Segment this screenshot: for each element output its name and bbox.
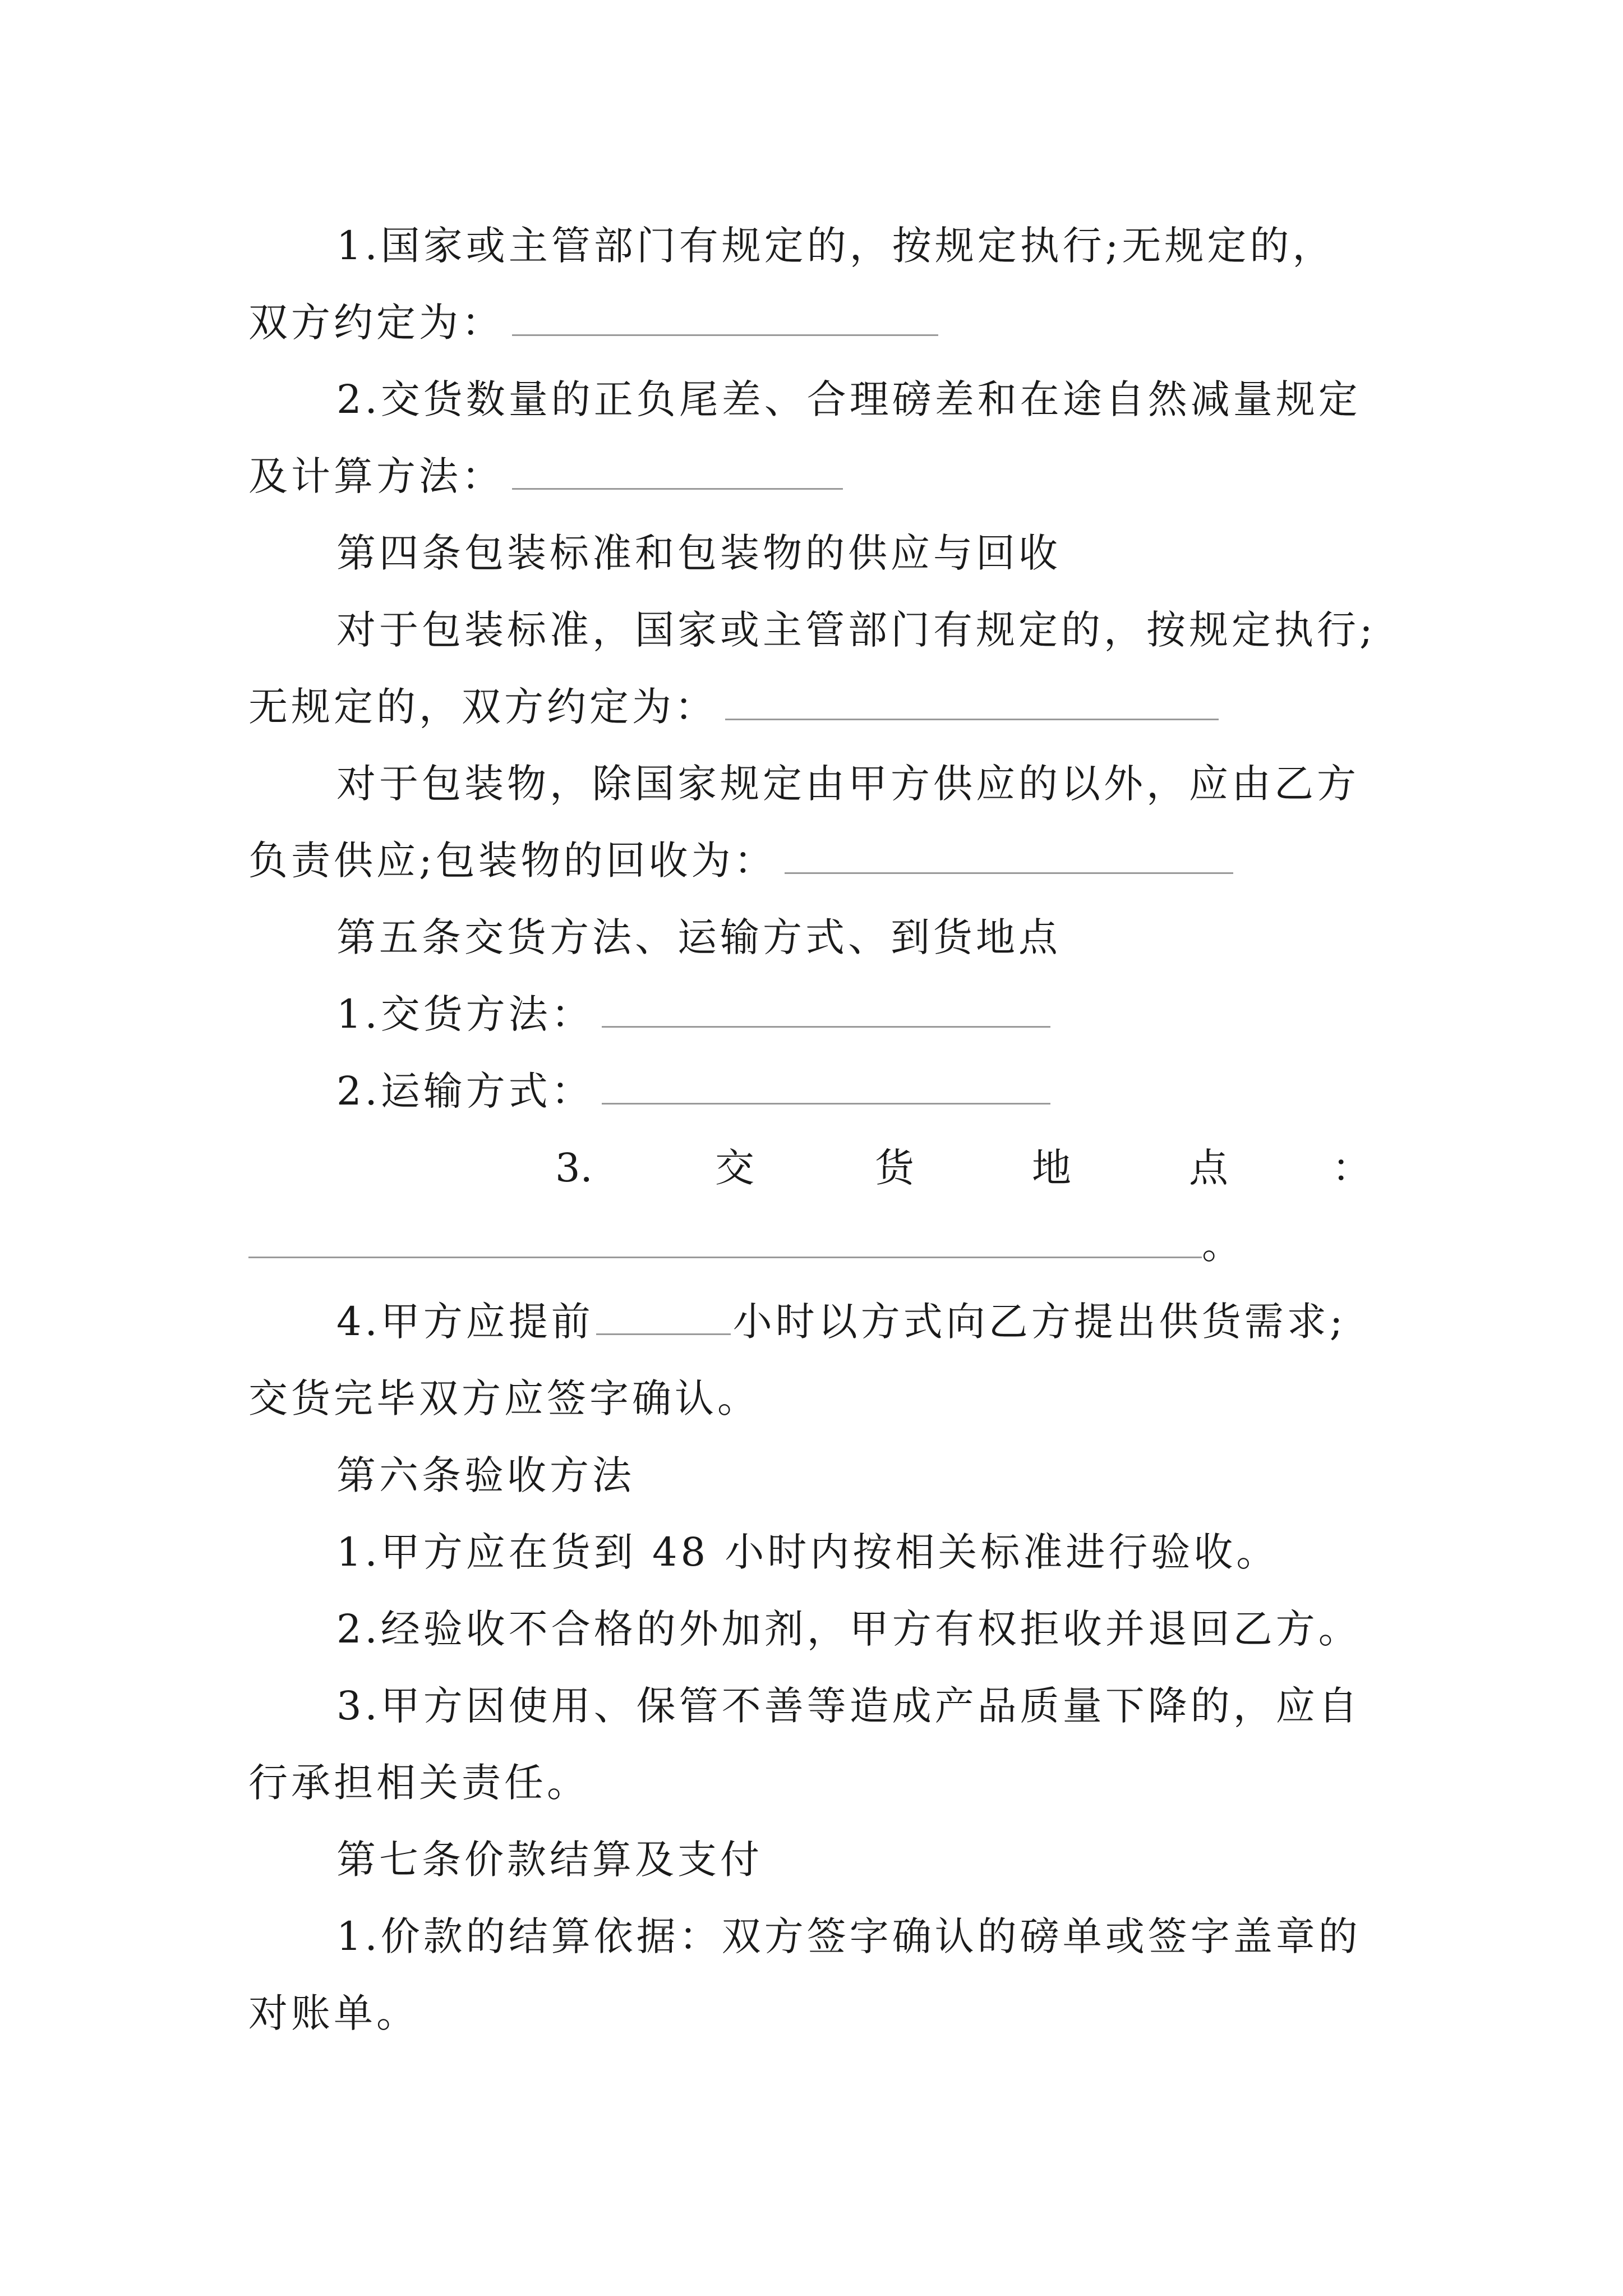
fill-in-blank[interactable] <box>785 838 1233 874</box>
article-heading: 第七条价款结算及支付 <box>336 1837 763 1883</box>
paragraph-text: 及计算方法： <box>248 453 504 499</box>
paragraph-line: 3.甲方因使用、保管不善等造成产品质量下降的，应自 <box>336 1683 1361 1729</box>
fill-in-blank[interactable] <box>725 684 1219 720</box>
paragraph-line <box>336 1296 1346 1347</box>
fill-in-blank[interactable] <box>512 300 938 336</box>
paragraph-line <box>248 1220 1244 1270</box>
paragraph-text: 2.运输方式： <box>336 1068 594 1114</box>
paragraph-text: 无规定的，双方约定为： <box>248 684 717 730</box>
spread-char: 3. <box>555 1145 593 1191</box>
paragraph-line <box>336 1066 1050 1116</box>
paragraph-line: 1.国家或主管部门有规定的，按规定执行;无规定的， <box>336 223 1335 269</box>
spread-char: 交 <box>715 1145 754 1191</box>
paragraph-line <box>248 682 1219 732</box>
paragraph-line <box>248 451 843 501</box>
paragraph-text: 双方约定为： <box>248 300 504 346</box>
paragraph-line: 1.甲方应在货到 48 小时内按相关标准进行验收。 <box>336 1529 1279 1575</box>
fill-in-blank[interactable] <box>512 453 843 490</box>
paragraph-line: 对账单。 <box>248 1990 419 2036</box>
spread-char: 点 <box>1189 1145 1228 1191</box>
article-heading: 第五条交货方法、运输方式、到货地点 <box>336 914 1061 960</box>
paragraph-line: 1.价款的结算依据：双方签字确认的磅单或签字盖章的 <box>336 1913 1361 1959</box>
fill-in-blank[interactable] <box>596 1299 731 1335</box>
paragraph-text: 小时以方式向乙方提出供货需求; <box>732 1299 1347 1345</box>
fill-in-blank[interactable] <box>602 991 1050 1028</box>
article-heading: 第六条验收方法 <box>336 1452 635 1498</box>
paragraph-line <box>336 989 1050 1039</box>
fill-in-blank[interactable] <box>248 1222 1202 1258</box>
paragraph-text: 4.甲方应提前 <box>336 1299 594 1345</box>
paragraph-line <box>248 297 938 348</box>
paragraph-line: 交货完毕双方应签字确认。 <box>248 1375 760 1421</box>
spread-char: ： <box>1332 1145 1371 1191</box>
fill-in-blank[interactable] <box>602 1068 1050 1105</box>
paragraph-text: 负责供应;包装物的回收为： <box>248 838 777 884</box>
paragraph-line: 对于包装物，除国家规定由甲方供应的以外，应由乙方 <box>336 761 1359 807</box>
paragraph-text: 。 <box>1202 1222 1244 1268</box>
paragraph-line: 2.经验收不合格的外加剂，甲方有权拒收并退回乙方。 <box>336 1606 1361 1652</box>
spread-char: 地 <box>1032 1145 1071 1191</box>
paragraph-line: 对于包装标准，国家或主管部门有规定的，按规定执行; <box>336 607 1376 653</box>
paragraph-line: 2.交货数量的正负尾差、合理磅差和在途自然减量规定 <box>336 376 1361 422</box>
paragraph-line: 行承担相关责任。 <box>248 1760 589 1806</box>
paragraph-line <box>248 835 1233 886</box>
article-heading: 第四条包装标准和包装物的供应与回收 <box>336 530 1061 576</box>
spread-char: 货 <box>875 1145 914 1191</box>
paragraph-text: 1.交货方法： <box>336 991 594 1037</box>
